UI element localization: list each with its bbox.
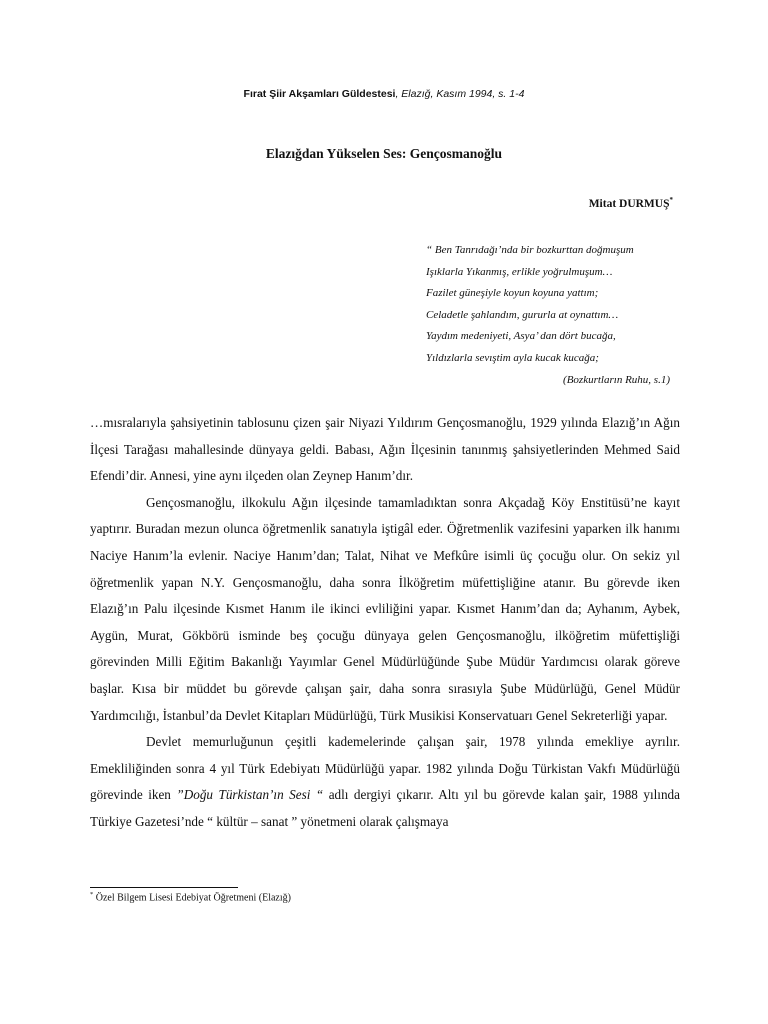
epigraph-poem bbox=[426, 240, 686, 391]
footnote-text: Özel Bilgem Lisesi Edebiyat Öğretmeni (Elazığ) bbox=[93, 892, 291, 904]
poem-line: Yıldızlarla sevıştim ayla kucak kucağa; bbox=[426, 351, 599, 364]
poem-line: Celadetle şahlandım, gururla at oynattım… bbox=[426, 308, 619, 321]
poem-line: Fazilet güneşiyle koyun koyuna yattım; bbox=[426, 287, 599, 300]
author-line bbox=[589, 196, 673, 210]
poem-line: Işıklarla Yıkanmış, erlikle yoğrulmuşum… bbox=[426, 265, 613, 278]
author-name: Mitat DURMUŞ bbox=[588, 197, 670, 210]
source-line bbox=[0, 88, 768, 100]
paragraph-3-text-a: Devlet memurluğunun çeşitli kademelerinde çalışan şair, 1978 yılında emekliye ayrılır. Emekliliğinden sonra 4 yıl Türk Edebiyatı Müdürlüğü yapar. 1982 yılında Doğu Türkistan Vakfı Müdürlüğü görevinde iken bbox=[90, 734, 680, 803]
footnote bbox=[90, 891, 291, 903]
source-details: , Elazığ, Kasım 1994, s. 1-4 bbox=[395, 88, 525, 100]
magazine-title: ”Doğu Türkistan’ın Sesi “ bbox=[176, 787, 324, 803]
article-title: Elazığdan Yükselen Ses: Gençosmanoğlu bbox=[265, 146, 503, 161]
poem-line: Yaydım medeniyeti, Asya’ dan dört bucağa, bbox=[426, 330, 616, 343]
article-body bbox=[90, 410, 680, 836]
author-footnote-mark: * bbox=[669, 196, 673, 204]
footnote-divider bbox=[90, 887, 238, 888]
paragraph-3-text-b: adlı dergiyi çıkarır. Altı yıl bu görevde kalan şair, 1988 yılında Türkiye Gazetesi’nde “ kültür – sanat ” yönetmeni olarak çalışmaya bbox=[90, 787, 680, 829]
source-title: Fırat Şiir Akşamları Güldestesi bbox=[243, 88, 396, 100]
paragraph-3 bbox=[90, 729, 680, 835]
footnote-mark: * bbox=[90, 891, 94, 898]
poem-citation: (Bozkurtların Ruhu, s.1) bbox=[563, 373, 670, 386]
poem-line: “ Ben Tanrıdağı’nda bir bozkurttan doğmuşum bbox=[426, 244, 634, 256]
paragraph-1: …mısralarıyla şahsiyetinin tablosunu çizen şair Niyazi Yıldırım Gençosmanoğlu, 1929 yılında Elazığ’ın Ağın İlçesi Tarağası mahallesinde dünyaya geldi. Babası, Ağın İlçesinin tanınmış şahsiyetlerinden Mehmed Said Efendi’dir. Annesi, yine aynı ilçeden olan Zeynep Hanım’dır. bbox=[90, 415, 680, 484]
paragraph-2: Gençosmanoğlu, ilkokulu Ağın ilçesinde tamamladıktan sonra Akçadağ Köy Enstitüsü’ne kayıt yaptırır. Buradan mezun olunca öğretmenlik sanatıyla iştigâl eder. Öğretmenlik vazifesini yaparken ilk hanımı Naciye Hanım’la evlenir. Naciye Hanım’dan; Talat, Nihat ve Mefkûre isimli üç çocuğu olur. On sekiz yıl öğretmenlik yapan N.Y. Gençosmanoğlu, daha sonra İlköğretim müfettişliğine atanır. Bu görevde iken Elazığ’ın Palu ilçesinde Kısmet Hanım ile ikinci evliliğini yapar. Kısmet Hanım’dan da; Ayhanım, Aybek, Aygün, Murat, Gökbörü isminde beş çocuğu dünyaya gelen Gençosmanoğlu, ilköğretim müfettişliği görevinden Milli Eğitim Bakanlığı Yayımlar Genel Müdürlüğünde Şube Müdür Yardımcısı olarak göreve başlar. Kısa bir müddet bu görevde çalışan şair, daha sonra sırasıyla Şube Müdürlüğü, Genel Müdür Yardımcılığı, İstanbul’da Devlet Kitapları Müdürlüğü, Türk Musikisi Konservatuarı Genel Sekreterliği yapar. bbox=[90, 494, 680, 723]
